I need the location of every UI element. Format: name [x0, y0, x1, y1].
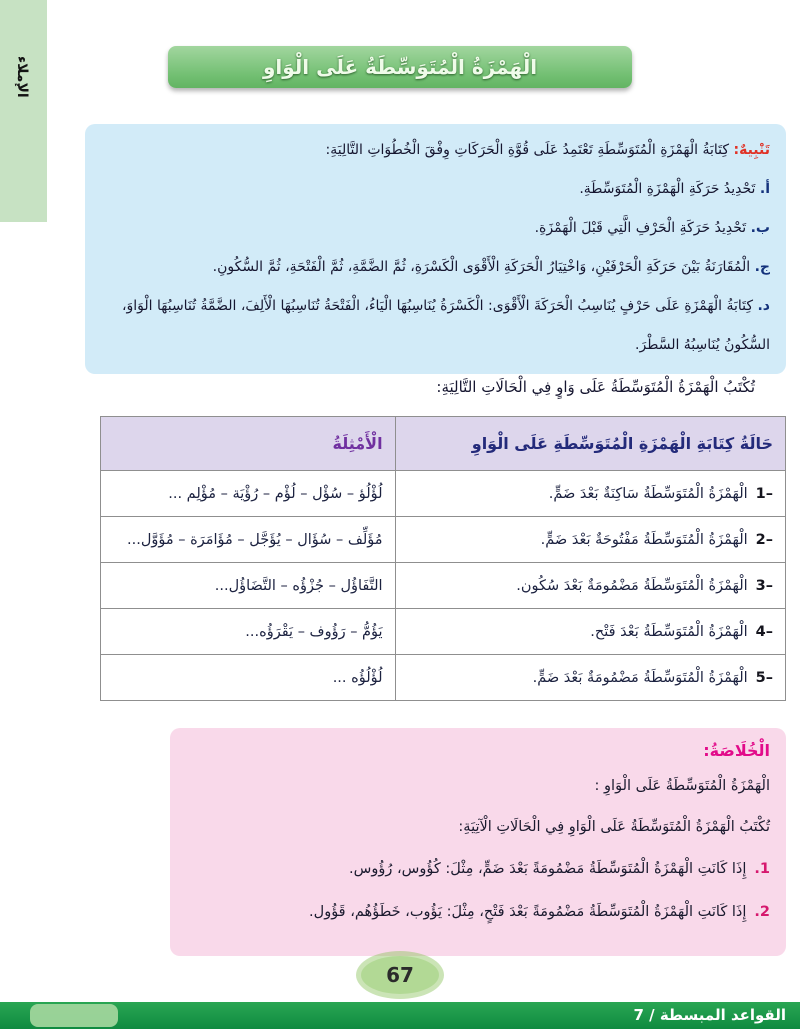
row-4-case-cell: [395, 609, 785, 655]
summary-line-2: تُكْتَبُ الْهَمْزَةُ الْمُتَوَسِّطَةُ عَلَى الْوَاوِ فِي الْحَالَاتِ الْآتِيَةِ:: [458, 819, 770, 835]
page-title: الْهَمْزَةُ الْمُتَوَسِّطَةُ عَلَى الْوَاوِ: [262, 55, 538, 79]
note-intro-line: [97, 131, 770, 170]
row-1-examples: لُؤْلُؤ – سُؤْل – لُؤْم – رُؤْيَة – مُؤْلِم ...: [101, 471, 396, 517]
table-row-2: [101, 517, 786, 563]
note-item-b-marker: ب.: [750, 220, 770, 236]
note-item-b: [97, 209, 770, 248]
note-item-d-text: كِتَابَةُ الْهَمْزَةِ عَلَى حَرْفٍ يُنَاسِبُ الْحَرَكَةَ الْأَقْوَى: الْكَسْرَةُ يُنَاسِبُهَا الْيَاءُ، الْفَتْحَةُ تُنَاسِبُهَا الْأَلِفَ، الضَّمَّةُ تُنَاسِبُهَا الْوَاوَ، السُّكُونُ يُنَاسِبُهُ السَّطْرَ.: [122, 298, 770, 353]
table-header-case: حَالَةُ كِتَابَةِ الْهَمْزَةِ الْمُتَوَسِّطَةِ عَلَى الْوَاوِ: [395, 417, 785, 471]
row-1-case: الْهَمْزَةُ الْمُتَوَسِّطَةُ سَاكِنَةٌ بَعْدَ ضَمٍّ.: [548, 485, 748, 502]
row-2-examples: مُؤَلِّف – سُؤَال – يُؤَجَّل – مُؤَامَرَة – مُؤَوَّل...: [101, 517, 396, 563]
note-outro: تُكْتَبُ الْهَمْزَةُ الْمُتَوَسِّطَةُ عَلَى وَاوٍ فِي الْحَالَاتِ التَّالِيَةِ:: [436, 378, 755, 396]
cases-table: [100, 416, 786, 701]
note-item-d-marker: د.: [757, 298, 770, 314]
row-3-examples: التَّفَاؤُل – جُزْؤُه – التَّضَاؤُل...: [101, 563, 396, 609]
note-item-a-marker: أ.: [759, 181, 770, 197]
summary-item-2-number: 2.: [754, 904, 770, 920]
table-header-examples: الْأَمْثِلَةُ: [101, 417, 396, 471]
table-row-1: [101, 471, 786, 517]
row-5-number: 5–: [755, 669, 773, 686]
row-4-examples: يَؤُمُّ – رَؤُوف – يَقْرَؤُه...: [101, 609, 396, 655]
row-3-number: 3–: [755, 577, 773, 594]
note-label: تَنْبِيهٌ:: [733, 142, 770, 158]
sidebar-label: الإملاء: [14, 56, 30, 98]
row-2-number: 2–: [755, 531, 773, 548]
summary-item-2: [186, 891, 770, 934]
summary-item-1: [186, 848, 770, 891]
sidebar-strip: [0, 0, 47, 222]
summary-line-1: الْهَمْزَةُ الْمُتَوَسِّطَةُ عَلَى الْوَاوِ :: [594, 778, 770, 794]
footer-decoration: [30, 1004, 118, 1027]
summary-label: الْخُلَاصَةُ:: [703, 741, 770, 760]
row-4-case: الْهَمْزَةُ الْمُتَوَسِّطَةُ بَعْدَ فَتْح.: [590, 623, 748, 640]
row-4-number: 4–: [755, 623, 773, 640]
table-row-3: [101, 563, 786, 609]
note-item-b-text: تَحْدِيدُ حَرَكَةِ الْحَرْفِ الَّتِي قَبْلَ الْهَمْزَةِ.: [534, 220, 747, 236]
footer-text: القواعد المبسطة / 7: [633, 1006, 786, 1024]
row-2-case-cell: [395, 517, 785, 563]
table-header-row: [101, 417, 786, 471]
note-item-a: [97, 170, 770, 209]
row-5-case: الْهَمْزَةُ الْمُتَوَسِّطَةُ مَضْمُومَةٌ بَعْدَ ضَمٍّ.: [532, 669, 748, 686]
page-title-banner: [168, 46, 632, 88]
summary-box: [170, 728, 786, 956]
note-item-c-marker: ج.: [754, 259, 770, 275]
note-item-d: [97, 287, 770, 365]
row-1-case-cell: [395, 471, 785, 517]
footer-bar: [0, 1002, 800, 1029]
row-5-examples: لُؤْلُؤُه ...: [101, 655, 396, 701]
row-1-number: 1–: [755, 485, 773, 502]
note-intro-text: كِتَابَةُ الْهَمْزَةِ الْمُتَوَسِّطَةِ تَعْتَمِدُ عَلَى قُوَّةِ الْحَرَكَاتِ وِفْقَ الْخُطُوَاتِ التَّالِيَةِ:: [325, 142, 730, 158]
note-item-a-text: تَحْدِيدُ حَرَكَةِ الْهَمْزَةِ الْمُتَوَسِّطَةِ.: [579, 181, 756, 197]
summary-item-1-number: 1.: [754, 861, 770, 877]
summary-item-1-text: إِذَا كَانَتِ الْهَمْزَةُ الْمُتَوَسِّطَةُ مَضْمُومَةً بَعْدَ ضَمٍّ، مِثْلَ: كُؤُوس، رُؤُوس.: [349, 861, 747, 877]
table-row-5: [101, 655, 786, 701]
note-box: [85, 124, 786, 374]
note-item-c-text: الْمُقَارَنَةُ بَيْنَ حَرَكَةِ الْحَرْفَيْنِ، وَاخْتِيَارُ الْحَرَكَةِ الْأَقْوَى الْكَسْرَةِ، ثُمَّ الضَّمَّةِ، ثُمَّ الْفَتْحَةِ، ثُمَّ السُّكُونِ.: [212, 259, 751, 275]
summary-item-2-text: إِذَا كَانَتِ الْهَمْزَةُ الْمُتَوَسِّطَةُ مَضْمُومَةً بَعْدَ فَتْحٍ، مِثْلَ: يَؤُوب، خَطَؤُهُم، قَؤُول.: [309, 904, 747, 920]
note-item-c: [97, 248, 770, 287]
row-2-case: الْهَمْزَةُ الْمُتَوَسِّطَةُ مَفْتُوحَةٌ بَعْدَ ضَمٍّ.: [540, 531, 748, 548]
row-3-case-cell: [395, 563, 785, 609]
row-5-case-cell: [395, 655, 785, 701]
page-number-badge: [361, 956, 439, 994]
row-3-case: الْهَمْزَةُ الْمُتَوَسِّطَةُ مَضْمُومَةٌ بَعْدَ سُكُون.: [516, 577, 748, 594]
page-number: 67: [386, 963, 414, 987]
table-row-4: [101, 609, 786, 655]
